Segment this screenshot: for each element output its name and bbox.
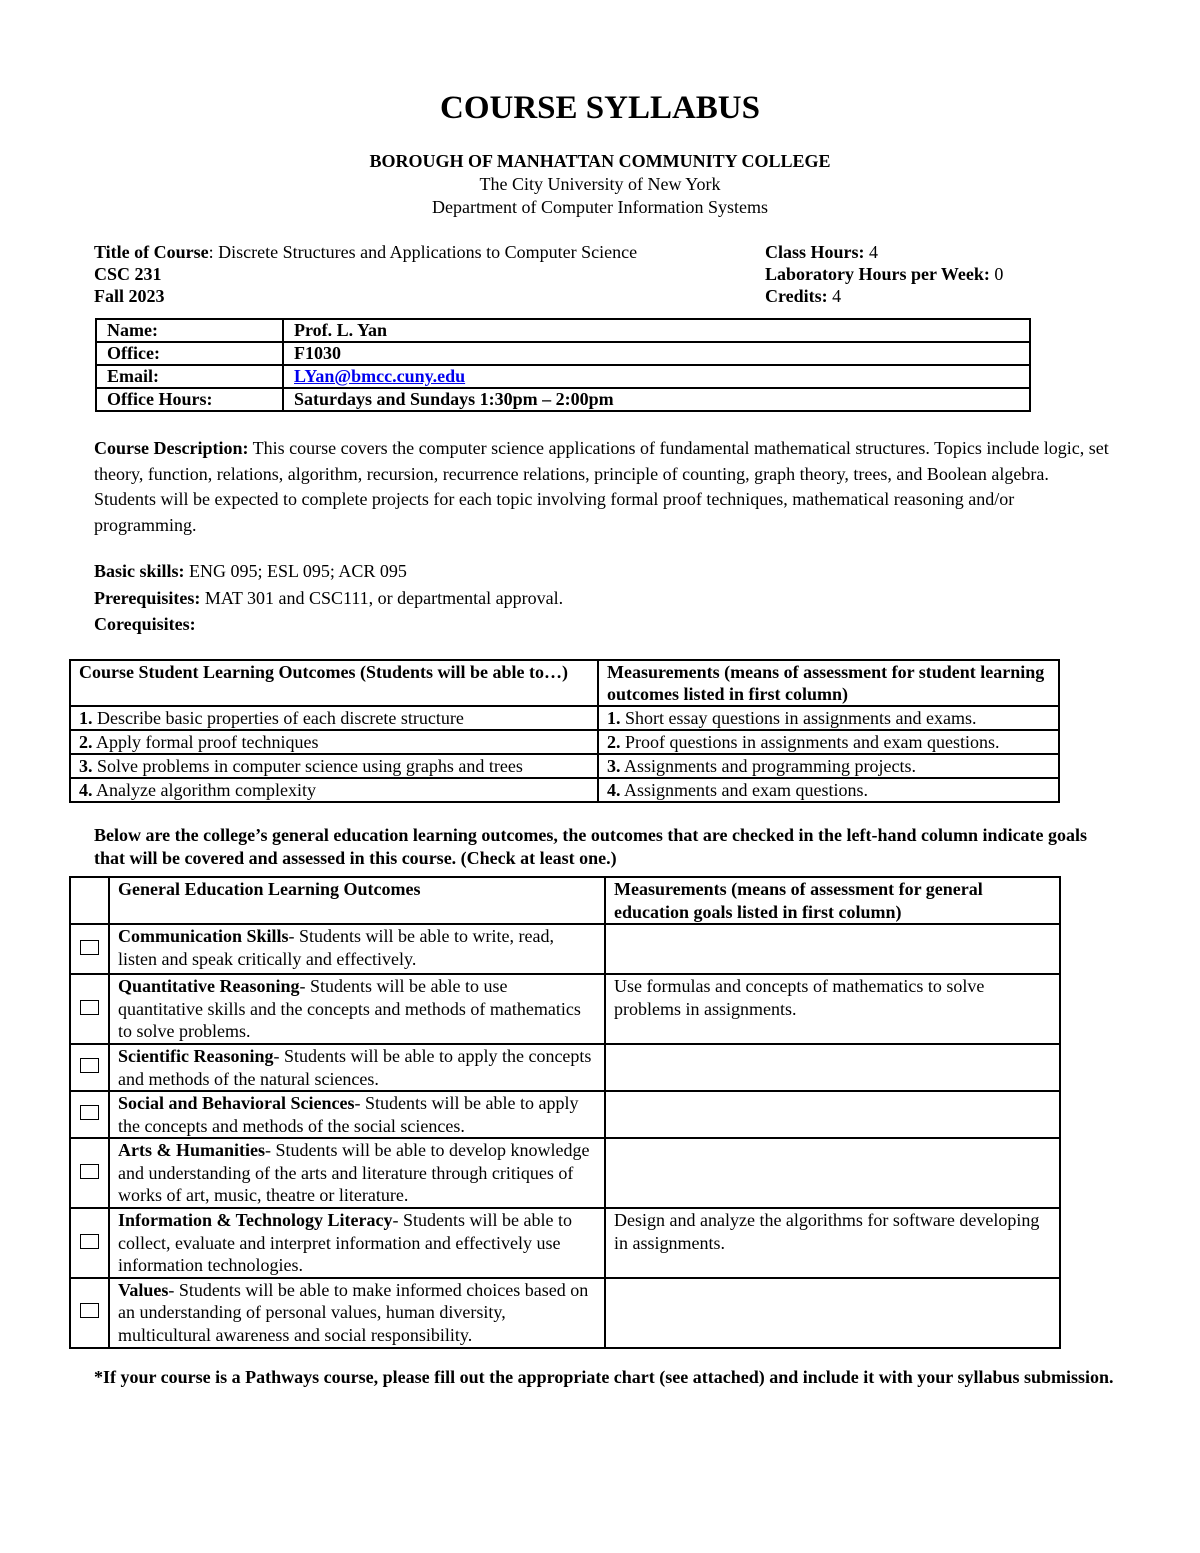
checkbox-quantitative[interactable] [80,1000,99,1015]
course-code: CSC 231 [94,264,162,284]
table-row: 1. Describe basic properties of each discrete structure 1. Short essay questions in assignments and exams. [70,706,1059,730]
learning-outcomes-table [69,659,1060,803]
table-row [96,388,1030,411]
table-row: Information & Technology Literacy- Students will be able to collect, evaluate and interpret information and effectively use information technologies. Design and analyze the algorithms for software developing in assignments. [70,1208,1060,1278]
gen-ed-intro: Below are the college’s general education learning outcomes, the outcomes that are checked in the left-hand column indicate goals that will be covered and assessed in this course. (Check at least one.) [94,825,1088,868]
table-row: 2. Apply formal proof techniques 2. Proof questions in assignments and exam questions. [70,730,1059,754]
office-value: F1030 [283,342,1030,365]
checkbox-arts[interactable] [80,1164,99,1179]
checkbox-scientific[interactable] [80,1058,99,1073]
office-label: Office: [96,342,283,365]
page-title: COURSE SYLLABUS [439,90,760,126]
contact-table [95,318,1031,412]
gen-ed-header-measurements: Measurements (means of assessment for general education goals listed in first column) [605,877,1060,924]
corequisites: Corequisites: [94,614,196,634]
basic-skills: Basic skills: ENG 095; ESL 095; ACR 095 [94,561,407,581]
table-row: Values- Students will be able to make informed choices based on an understanding of personal values, human diversity, multicultural awareness and social responsibility. [70,1278,1060,1348]
checkbox-social[interactable] [80,1105,99,1120]
slo-header-measurements: Measurements (means of assessment for student learning outcomes listed in first column) [598,660,1059,706]
prerequisites: Prerequisites: MAT 301 and CSC111, or departmental approval. [94,587,564,608]
checkbox-info-tech[interactable] [80,1234,99,1249]
course-info [94,241,1104,311]
course-title-line: Title of Course: Discrete Structures and Applications to Computer Science [94,242,638,262]
table-row: 3. Solve problems in computer science using graphs and trees 3. Assignments and programming projects. [70,754,1059,778]
email-label: Email: [96,365,283,388]
gen-ed-table [69,876,1061,1349]
table-row [96,365,1030,388]
name-value: Prof. L. Yan [283,319,1030,342]
credits: Credits: 4 [765,286,842,306]
office-hours-value: Saturdays and Sundays 1:30pm – 2:00pm [283,388,1030,411]
course-description: Course Description: This course covers the computer science applications of fundamental mathematical structures. Topics include logic, set theory, function, relations, algorithm, recursion, recurrence relations, principle of counting, graph theory, trees, and Boolean algebra. Students will be expected to complete projects for each topic involving formal proof techniques, mathematical reasoning and/or programming. [94,438,1109,535]
table-row: Arts & Humanities- Students will be able to develop knowledge and understanding of the arts and literature through critiques of works of art, music, theatre or literature. [70,1138,1060,1208]
table-row: Communication Skills- Students will be able to write, read, listen and speak critically and effectively. [70,924,1060,974]
table-row [96,342,1030,365]
table-row: Scientific Reasoning- Students will be able to apply the concepts and methods of the natural sciences. [70,1044,1060,1091]
name-label: Name: [96,319,283,342]
university-name: The City University of New York [479,174,721,194]
slo-header-outcomes: Course Student Learning Outcomes (Students will be able to…) [70,660,598,706]
table-header-row [70,660,1059,706]
checkbox-values[interactable] [80,1303,99,1318]
gen-ed-header-outcomes: General Education Learning Outcomes [109,877,605,924]
table-header-row [70,877,1060,924]
table-row [96,319,1030,342]
pathways-note: *If your course is a Pathways course, please fill out the appropriate chart (see attached) and include it with your syllabus submission. [94,1367,1114,1387]
institution-name: BOROUGH OF MANHATTAN COMMUNITY COLLEGE [369,151,831,171]
office-hours-label: Office Hours: [96,388,283,411]
department-name: Department of Computer Information Systems [432,197,768,217]
checkbox-communication[interactable] [80,940,99,955]
lab-hours: Laboratory Hours per Week: 0 [765,264,1004,284]
email-link[interactable]: LYan@bmcc.cuny.edu [294,366,466,386]
table-row: 4. Analyze algorithm complexity 4. Assignments and exam questions. [70,778,1059,802]
table-row: Quantitative Reasoning- Students will be able to use quantitative skills and the concepts and methods of mathematics to solve problems. Use formulas and concepts of mathematics to solve problems in assignments. [70,974,1060,1044]
course-term: Fall 2023 [94,286,165,306]
course-requirements [94,558,1114,638]
table-row: Social and Behavioral Sciences- Students will be able to apply the concepts and methods of the social sciences. [70,1091,1060,1138]
class-hours: Class Hours: 4 [765,242,879,262]
